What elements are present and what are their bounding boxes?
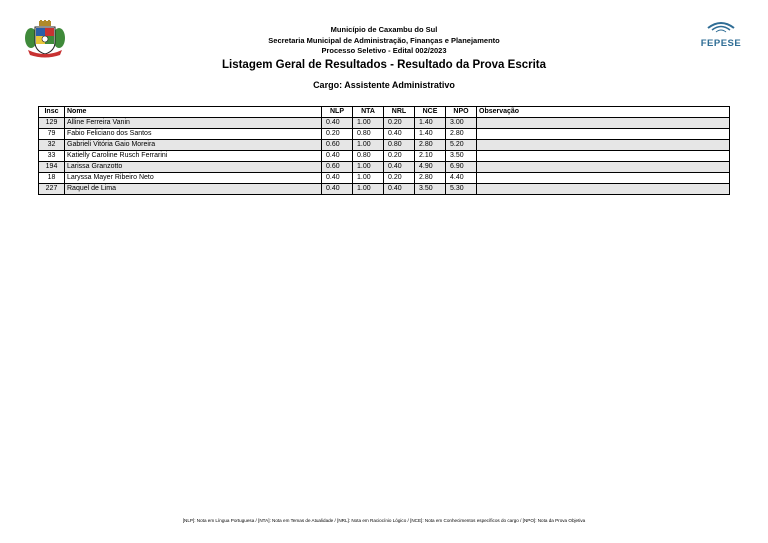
page-title: Listagem Geral de Resultados - Resultado da Prova Escrita — [221, 59, 547, 71]
cell-nlp: 0.40 — [322, 184, 353, 195]
cell-npo: 3.50 — [446, 151, 477, 162]
municipality-name: Município de Caxambu do Sul — [330, 25, 438, 34]
cell-nce: 2.80 — [415, 173, 446, 184]
table-row — [39, 140, 730, 151]
cell-nrl: 0.20 — [384, 118, 415, 129]
cell-nta: 1.00 — [353, 184, 384, 195]
cell-observacao — [477, 151, 730, 162]
cell-nome: Laryssa Mayer Ribeiro Neto — [65, 173, 322, 184]
cell-nta: 1.00 — [353, 140, 384, 151]
cell-insc: 129 — [39, 118, 65, 129]
column-header-observacao: Observação — [477, 107, 730, 118]
column-header-npo: NPO — [446, 107, 477, 118]
cell-nrl: 0.40 — [384, 129, 415, 140]
cell-nlp: 0.60 — [322, 162, 353, 173]
cell-nome: Gabrieli Vitória Gaio Moreira — [65, 140, 322, 151]
column-header-nce: NCE — [415, 107, 446, 118]
cell-npo: 5.30 — [446, 184, 477, 195]
logo-text: FEPESE — [700, 38, 742, 49]
cell-insc: 32 — [39, 140, 65, 151]
cell-nlp: 0.40 — [322, 151, 353, 162]
cell-observacao — [477, 162, 730, 173]
column-header-nrl: NRL — [384, 107, 415, 118]
table-row — [39, 173, 730, 184]
job-title: Cargo: Assistente Administrativo — [313, 80, 455, 90]
cell-nta: 0.80 — [353, 129, 384, 140]
cell-nta: 1.00 — [353, 118, 384, 129]
cell-observacao — [477, 129, 730, 140]
cell-npo: 5.20 — [446, 140, 477, 151]
cell-observacao — [477, 118, 730, 129]
cell-insc: 227 — [39, 184, 65, 195]
table-row — [39, 162, 730, 173]
cell-npo: 4.40 — [446, 173, 477, 184]
cell-observacao — [477, 184, 730, 195]
cell-npo: 3.00 — [446, 118, 477, 129]
cell-nta: 1.00 — [353, 162, 384, 173]
cell-nrl: 0.40 — [384, 162, 415, 173]
column-header-insc: Insc — [39, 107, 65, 118]
cell-nce: 1.40 — [415, 129, 446, 140]
cell-nome: Alline Ferreira Vanin — [65, 118, 322, 129]
cell-nrl: 0.40 — [384, 184, 415, 195]
legend-footnote: [NLP]: Nota em Língua Portuguesa / [NTA]: Nota em Temas de Atualidade / [NRL]: Nota em Raciocínio Lógico / [NCE]: Nota em Conhecimentos específicos do cargo / [NPO]: Nota da Prova Objetiva — [182, 518, 586, 523]
cell-insc: 33 — [39, 151, 65, 162]
cell-nlp: 0.20 — [322, 129, 353, 140]
table-row — [39, 118, 730, 129]
cell-insc: 18 — [39, 173, 65, 184]
cell-nce: 3.50 — [415, 184, 446, 195]
cell-observacao — [477, 140, 730, 151]
cell-nome: Larissa Granzotto — [65, 162, 322, 173]
cell-nce: 1.40 — [415, 118, 446, 129]
process-name: Processo Seletivo - Edital 002/2023 — [321, 46, 447, 55]
table-row — [39, 151, 730, 162]
cell-insc: 79 — [39, 129, 65, 140]
column-header-nome: Nome — [65, 107, 322, 118]
table-row — [39, 184, 730, 195]
cell-nlp: 0.40 — [322, 118, 353, 129]
cell-nlp: 0.60 — [322, 140, 353, 151]
table-row — [39, 129, 730, 140]
cell-observacao — [477, 173, 730, 184]
cell-nce: 2.10 — [415, 151, 446, 162]
secretariat-name: Secretaria Municipal de Administração, Finanças e Planejamento — [268, 36, 500, 45]
cell-insc: 194 — [39, 162, 65, 173]
cell-nta: 0.80 — [353, 151, 384, 162]
cell-nce: 4.90 — [415, 162, 446, 173]
results-table — [38, 106, 730, 195]
cell-nome: Fabio Feliciano dos Santos — [65, 129, 322, 140]
table-header-row — [39, 107, 730, 118]
column-header-nlp: NLP — [322, 107, 353, 118]
cell-nlp: 0.40 — [322, 173, 353, 184]
cell-nce: 2.80 — [415, 140, 446, 151]
cell-npo: 2.80 — [446, 129, 477, 140]
cell-nrl: 0.80 — [384, 140, 415, 151]
column-header-nta: NTA — [353, 107, 384, 118]
cell-nrl: 0.20 — [384, 151, 415, 162]
cell-nrl: 0.20 — [384, 173, 415, 184]
cell-npo: 6.90 — [446, 162, 477, 173]
cell-nome: Raquel de Lima — [65, 184, 322, 195]
cell-nome: Katielly Caroline Rusch Ferrarini — [65, 151, 322, 162]
cell-nta: 1.00 — [353, 173, 384, 184]
